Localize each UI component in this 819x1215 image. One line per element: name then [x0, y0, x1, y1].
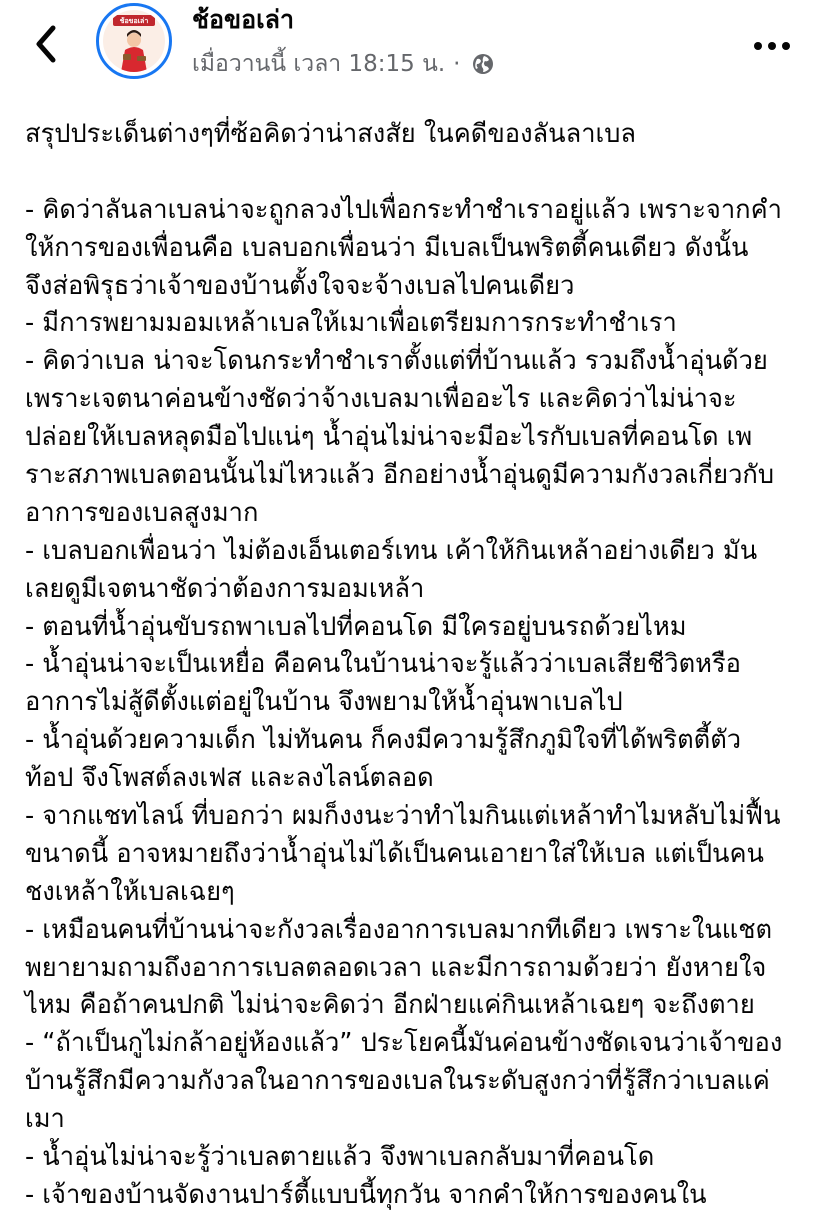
- post-text-line: - เบลบอกเพื่อนว่า ไม่ต้องเอ็นเตอร์เทน เค้าให้กินเหล้าอย่างเดียว มัน: [25, 535, 758, 566]
- post-text: [25, 116, 805, 1215]
- post-text-line: ขนาดนี้ อาจหมายถึงว่าน้ำอุ่นไม่ได้เป็นคนเอายาใส่ให้เบล แต่เป็นคน: [25, 838, 764, 869]
- post-text-line: ไหม คือถ้าคนปกติ ไม่น่าจะคิดว่า อีกฝ่ายแค่กินเหล้าเฉยๆ จะถึงตาย: [25, 990, 755, 1021]
- post-text-line: ชงเหล้าให้เบลเฉยๆ: [25, 876, 235, 907]
- more-horizontal-icon: [752, 41, 792, 51]
- post-text-line: ราะสภาพเบลตอนนั้นไม่ไหวแล้ว อีกอย่างน้ำอุ่นดูมีความกังวลเกี่ยวกับ: [25, 460, 775, 491]
- post-text-line: - น้ำอุ่นน่าจะเป็นเหยื่อ คือคนในบ้านน่าจะรู้แล้วว่าเบลเสียชีวิตหรือ: [25, 649, 741, 680]
- more-options-button[interactable]: [748, 28, 796, 64]
- post-text-line: บ้านรู้สึกมีความกังวลในอาการของเบลในระดับสูงกว่าที่รู้สึกว่าเบลแค่: [25, 1066, 770, 1097]
- post-text-line: จึงส่อพิรุธว่าเจ้าของบ้านตั้งใจจะจ้างเบลไปคนเดียว: [25, 270, 575, 301]
- page-avatar[interactable]: [96, 3, 172, 79]
- post-text-line: อาการของเบลสูงมาก: [25, 497, 259, 528]
- post-text-line: - เจ้าของบ้านจัดงานปาร์ตี้แบบนี้ทุกวัน จากคำให้การของคนใน: [25, 1179, 707, 1210]
- post-text-line: - มีการพยามมอมเหล้าเบลให้เมาเพื่อเตรียมการกระทำชำเรา: [25, 308, 677, 339]
- post-text-line: ท้อป จึงโพสต์ลงเฟส และลงไลน์ตลอด: [25, 763, 434, 794]
- avatar-logo-text: ช้อขอเล่า: [119, 17, 149, 25]
- post-header: [0, 0, 819, 100]
- post-text-line: [25, 154, 805, 192]
- post-text-line: เมา: [25, 1104, 65, 1135]
- chevron-left-icon: [33, 24, 59, 64]
- post-text-line: อาการไม่สู้ดีตั้งแต่อยู่ในบ้าน จึงพยามให้น้ำอุ่นพาเบลไป: [25, 687, 623, 718]
- post-text-line: - เหมือนคนที่บ้านน่าจะกังวลเรื่องอาการเบลมากทีเดียว เพราะในแชต: [25, 914, 773, 945]
- post-text-line: - คิดว่าลันลาเบลน่าจะถูกลวงไปเพื่อกระทำชำเราอยู่แล้ว เพราะจากคำ: [25, 194, 782, 225]
- post-text-line: - ตอนที่น้ำอุ่นขับรถพาเบลไปที่คอนโด มีใครอยู่บนรถด้วยไหม: [25, 611, 687, 642]
- post-text-line: เพราะเจตนาค่อนข้างชัดว่าจ้างเบลมาเพื่ออะไร และคิดว่าไม่น่าจะ: [25, 384, 737, 415]
- post-text-line: - คิดว่าเบล น่าจะโดนกระทำชำเราตั้งแต่ที่บ้านแล้ว รวมถึงน้ำอุ่นด้วย: [25, 346, 768, 377]
- post-timestamp[interactable]: เมื่อวานนี้ เวลา 18:15 น.: [192, 51, 446, 77]
- page-name[interactable]: ช้อขอเล่า: [192, 5, 294, 34]
- post-text-line: ปล่อยให้เบลหลุดมือไปแน่ๆ น้ำอุ่นไม่น่าจะมีอะไรกับเบลที่คอนโด เพ: [25, 422, 753, 453]
- post-text-line: - น้ำอุ่นด้วยความเด็ก ไม่ทันคน ก็คงมีความรู้สึกภูมิใจที่ได้พริตตี้ตัว: [25, 725, 742, 756]
- globe-icon: [472, 53, 494, 75]
- avatar-illustration: [103, 10, 165, 72]
- post-text-line: ให้การของเพื่อนคือ เบลบอกเพื่อนว่า มีเบลเป็นพริตตี้คนเดียว ดังนั้น: [25, 232, 749, 263]
- meta-separator: ·: [453, 51, 461, 77]
- back-button[interactable]: [24, 22, 68, 66]
- post-text-line: - น้ำอุ่นไม่น่าจะรู้ว่าเบลตายแล้ว จึงพาเบลกลับมาที่คอนโด: [25, 1142, 655, 1173]
- post-text-line: พยายามถามถึงอาการเบลตลอดเวลา และมีการถามด้วยว่า ยังหายใจ: [25, 952, 767, 983]
- post-text-line: - “ถ้าเป็นกูไม่กล้าอยู่ห้องแล้ว” ประโยคนี้มันค่อนข้างชัดเจนว่าเจ้าของ: [25, 1028, 783, 1059]
- avatar-image: [103, 10, 165, 72]
- post-text-line: สรุปประเด็นต่างๆที่ซ้อคิดว่าน่าสงสัย ในคดีของลันลาเบล: [25, 119, 637, 149]
- post-text-line: - จากแชทไลน์ ที่บอกว่า ผมก็งงนะว่าทำไมกินแต่เหล้าทำไมหลับไม่ฟื้น: [25, 801, 781, 832]
- post-text-line: เลยดูมีเจตนาชัดว่าต้องการมอมเหล้า: [25, 573, 425, 604]
- post-meta: [192, 48, 494, 80]
